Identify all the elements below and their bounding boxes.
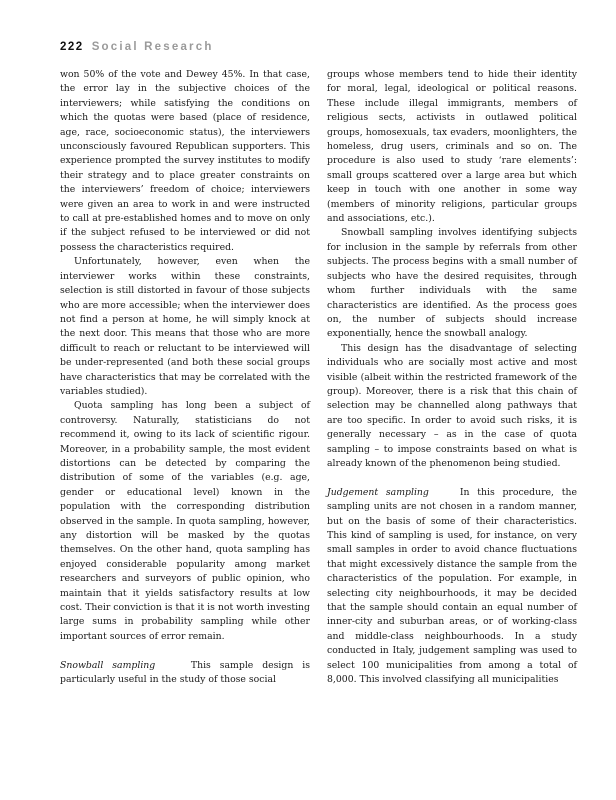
snowball-sampling-paragraph: [60, 659, 310, 688]
page-number: 222: [60, 41, 84, 53]
paragraph: groups whose members tend to hide their identity for moral, legal, ideological or political reasons. These include illegal immigrants, members of religious sects, activists in outlawed political groups, homosexuals, tax evaders, moonlighters, the homeless, drug users, criminals and so on. The procedure is also used to study ‘rare elements’: small groups scattered over a large area but which keep in touch with one another in some way (members of minority religions, particular groups and associations, etc.).: [327, 69, 577, 225]
snowball-sampling-heading: Snowball sampling: [60, 659, 156, 671]
left-column: [60, 68, 310, 687]
paragraph-text: In this procedure, the sampling units are not chosen in a random manner, but on the basis of some of their characteristics. This kind of sampling is used, for instance, on very small samples in order to avoid chance fluctuations that might excessively distance the sample from the characteristics of the population. For example, in selecting city neighbourhoods, it may be decided that the sample should contain an equal number of inner-city and suburban areas, or of working-class and middle-class neighbourhoods. In a study conducted in Italy, judgement sampling was used to select 100 municipalities from among a total of 8,000. This involved classifying all municipalities: [327, 486, 577, 686]
paragraph-text: This sample design is particularly useful in the study of those social: [60, 659, 310, 686]
paragraph: Quota sampling has long been a subject of controversy. Naturally, statisticians do not recommend it, owing to its lack of scientific rigour. Moreover, in a probability sample, the most evident distortions can be detected by comparing the distribution of some of the variables (e.g. age, gender or educational level) known in the population with the corresponding distribution observed in the sample. In quota sampling, however, any distortion will be masked by the quotas themselves. On the other hand, quota sampling has enjoyed considerable popularity among market researchers and surveyors of public opinion, who maintain that it yields satisfactory results at low cost. Their conviction is that it is not worth investing large sums in probability sampling while other important sources of error remain.: [60, 400, 310, 642]
right-column: [327, 68, 577, 687]
judgement-sampling-heading: Judgement sampling: [327, 486, 429, 498]
section-title: Social Research: [91, 41, 214, 53]
running-head: [60, 41, 214, 53]
paragraph: Snowball sampling involves identifying subjects for inclusion in the sample by referrals from other subjects. The process begins with a small number of subjects who have the desired requisites, through whom further individuals with the same characteristics are identified. As the process goes on, the number of subjects should increase exponentially, hence the snowball analogy.: [327, 227, 577, 340]
paragraph: won 50% of the vote and Dewey 45%. In that case, the error lay in the subjective choices of the interviewers; while satisfying the conditions on which the quotas were based (place of residence, age, race, socioeconomic status), the interviewers unconsciously favoured Republican supporters. This experience prompted the survey institutes to modify their strategy and to place greater constraints on the interviewers’ freedom of choice; interviewers were given an area to work in and were instructed to call at pre-established homes and to move on only if the subject refused to be interviewed or did not possess the characteristics required.: [60, 69, 310, 253]
paragraph: This design has the disadvantage of selecting individuals who are socially most active and most visible (albeit within the restricted framework of the group). Moreover, there is a risk that this chain of selection may be channelled along pathways that are too specific. In order to avoid such risks, it is generally necessary – as in the case of quota sampling – to impose constraints based on what is already known of the phenomenon being studied.: [327, 342, 577, 469]
judgement-sampling-paragraph: [327, 486, 577, 688]
paragraph: Unfortunately, however, even when the interviewer works within these constraints, selection is still distorted in favour of those subjects who are more accessible; when the interviewer does not find a person at home, he will simply knock at the next door. This means that those who are more difficult to reach or reluctant to be interviewed will be under-represented (and both these social groups have characteristics that may be correlated with the variables studied).: [60, 256, 310, 397]
